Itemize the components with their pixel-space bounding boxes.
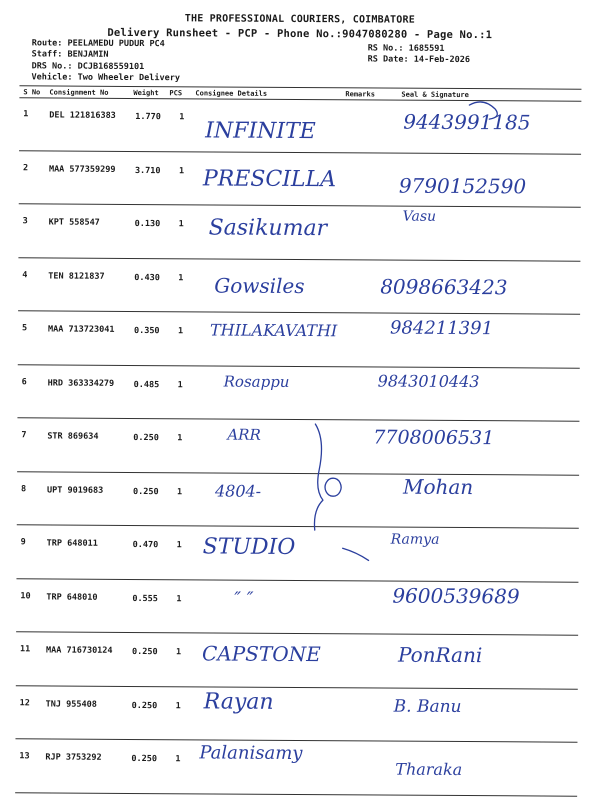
row-signature-handwriting: Vasu bbox=[402, 208, 437, 225]
row-consignee-handwriting: CAPSTONE bbox=[201, 641, 321, 667]
row-sno: 4 bbox=[22, 269, 28, 280]
row-consignment-no: DEL 121816383 bbox=[49, 110, 116, 121]
row-signature-handwriting: 7708006531 bbox=[373, 426, 495, 450]
row-signature-handwriting: 9843010443 bbox=[377, 370, 480, 391]
rs-no-line: RS No.: 1685591 bbox=[367, 43, 445, 54]
row-signature-handwriting: Ramya bbox=[390, 531, 440, 548]
row-signature-handwriting: 9443991185 bbox=[403, 109, 531, 135]
row-sno: 9 bbox=[20, 537, 26, 548]
row-sno: 8 bbox=[20, 483, 27, 494]
table-row bbox=[16, 632, 578, 687]
rs-date-line: RS Date: 14-Feb-2026 bbox=[367, 54, 471, 66]
row-sno: 7 bbox=[21, 430, 27, 441]
col-consignment: Consignment No bbox=[49, 88, 109, 97]
row-pcs: 1 bbox=[177, 379, 183, 390]
row-consignment-no: RJP 3753292 bbox=[45, 752, 102, 763]
staff-value: BENJAMIN bbox=[67, 49, 109, 60]
vehicle-line: Vehicle: Two Wheeler Delivery bbox=[31, 72, 180, 84]
col-sno: S No bbox=[23, 88, 41, 97]
row-consignment-no: MAA 577359299 bbox=[48, 163, 116, 175]
row-consignment-no: TNJ 955408 bbox=[45, 698, 97, 710]
row-pcs: 1 bbox=[175, 754, 181, 765]
drs-line: DRS No.: DCJB168559101 bbox=[31, 61, 145, 73]
row-sno: 6 bbox=[21, 376, 27, 387]
row-consignee-handwriting: 4804- bbox=[214, 480, 262, 501]
row-pcs: 1 bbox=[176, 486, 183, 497]
row-weight: 1.770 bbox=[135, 111, 161, 123]
company-title: THE PROFESSIONAL COURIERS, COIMBATORE bbox=[184, 13, 415, 26]
runsheet-subtitle: Delivery Runsheet - PCP - Phone No.:9047080280 - Page No.:1 bbox=[107, 26, 493, 42]
row-pcs: 1 bbox=[178, 219, 184, 230]
row-consignee-handwriting: Rosappu bbox=[223, 372, 290, 391]
row-signature-handwriting: Mohan bbox=[402, 474, 474, 499]
table-row bbox=[17, 472, 579, 527]
row-sno: 13 bbox=[19, 751, 30, 762]
route-value: PEELAMEDU PUDUR PC4 bbox=[67, 38, 165, 50]
row-consignee-handwriting: INFINITE bbox=[205, 118, 316, 145]
table-row bbox=[19, 97, 581, 152]
row-weight: 0.250 bbox=[131, 646, 158, 658]
col-remarks: Remarks bbox=[345, 90, 375, 99]
row-pcs: 1 bbox=[178, 272, 184, 283]
row-consignee-handwriting: Gowsiles bbox=[214, 272, 305, 298]
row-consignment-no: HRD 363334279 bbox=[47, 377, 115, 389]
row-signature-handwriting: Tharaka bbox=[395, 759, 463, 780]
table-row bbox=[16, 579, 578, 634]
row-signature-handwriting: PonRani bbox=[397, 642, 483, 668]
rs-no-value: 1685591 bbox=[408, 43, 445, 54]
table-row bbox=[18, 311, 580, 366]
row-signature-handwriting: B. Banu bbox=[393, 696, 462, 717]
row-consignment-no: MAA 716730124 bbox=[45, 645, 113, 656]
row-consignee-handwriting: Palanisamy bbox=[199, 742, 303, 765]
row-signature-handwriting: 8098663423 bbox=[380, 273, 508, 299]
col-consignee: Consignee Details bbox=[195, 89, 268, 98]
table-row bbox=[16, 525, 578, 580]
row-weight: 3.710 bbox=[134, 165, 161, 176]
row-consignment-no: MAA 713723041 bbox=[47, 324, 115, 335]
table-row bbox=[18, 258, 580, 313]
row-pcs: 1 bbox=[175, 700, 181, 711]
row-sno: 2 bbox=[22, 162, 29, 173]
row-signature-handwriting: 9600539689 bbox=[392, 583, 520, 608]
row-sno: 5 bbox=[21, 323, 28, 334]
row-consignment-no: UPT 9019683 bbox=[46, 484, 104, 496]
table-row bbox=[17, 418, 579, 473]
row-consignee-handwriting: Rayan bbox=[203, 688, 274, 715]
row-consignment-no: KPT 558547 bbox=[48, 217, 100, 228]
row-sno: 10 bbox=[20, 590, 31, 601]
row-signature-handwriting: 984211391 bbox=[389, 317, 494, 340]
vehicle-value: Two Wheeler Delivery bbox=[77, 72, 180, 84]
table-row bbox=[17, 365, 579, 420]
row-weight: 0.470 bbox=[132, 539, 159, 551]
route-line: Route: PEELAMEDU PUDUR PC4 bbox=[31, 38, 165, 50]
row-weight: 0.130 bbox=[134, 218, 161, 230]
row-weight: 0.485 bbox=[133, 379, 160, 390]
row-weight: 0.250 bbox=[133, 432, 159, 444]
row-weight: 0.555 bbox=[132, 593, 158, 604]
col-pcs: PCS bbox=[169, 89, 183, 98]
col-weight: Weight bbox=[133, 88, 159, 98]
row-signature-handwriting: 9790152590 bbox=[398, 173, 527, 198]
row-weight: 0.250 bbox=[131, 700, 158, 711]
row-weight: 0.250 bbox=[132, 486, 159, 497]
table-row bbox=[15, 739, 577, 794]
row-pcs: 1 bbox=[176, 593, 182, 604]
row-sno: 1 bbox=[23, 109, 29, 120]
table-row bbox=[15, 686, 577, 741]
row-weight: 0.250 bbox=[131, 753, 157, 765]
row-consignee-handwriting: PRESCILLA bbox=[202, 165, 337, 192]
row-pcs: 1 bbox=[177, 326, 184, 337]
row-consignee-handwriting: Sasikumar bbox=[208, 215, 328, 242]
row-consignee-handwriting: ″ ″ bbox=[234, 588, 254, 610]
row-consignee-handwriting: THILAKAVATHI bbox=[209, 320, 338, 341]
drs-value: DCJB168559101 bbox=[77, 61, 145, 73]
row-sno: 11 bbox=[19, 644, 31, 655]
col-seal: Seal & Signature bbox=[401, 90, 469, 100]
row-pcs: 1 bbox=[175, 647, 182, 658]
row-consignment-no: STR 869634 bbox=[47, 431, 99, 442]
row-pcs: 1 bbox=[179, 112, 185, 123]
table-row bbox=[18, 204, 580, 259]
row-pcs: 1 bbox=[178, 165, 185, 176]
row-consignment-no: TEN 8121837 bbox=[48, 270, 105, 282]
row-pcs: 1 bbox=[176, 540, 182, 551]
row-sno: 12 bbox=[19, 697, 30, 708]
row-weight: 0.430 bbox=[134, 272, 160, 283]
row-separator bbox=[15, 792, 577, 796]
staff-line: Staff: BENJAMIN bbox=[31, 49, 109, 60]
row-consignee-handwriting: STUDIO bbox=[202, 534, 296, 560]
row-consignment-no: TRP 648010 bbox=[46, 591, 98, 603]
rs-date-value: 14-Feb-2026 bbox=[413, 54, 471, 66]
row-consignee-handwriting: ARR bbox=[227, 425, 261, 444]
row-pcs: 1 bbox=[177, 433, 183, 444]
row-weight: 0.350 bbox=[133, 325, 160, 337]
row-consignment-no: TRP 648011 bbox=[46, 538, 98, 549]
row-sno: 3 bbox=[22, 216, 28, 227]
table-row bbox=[19, 151, 581, 206]
